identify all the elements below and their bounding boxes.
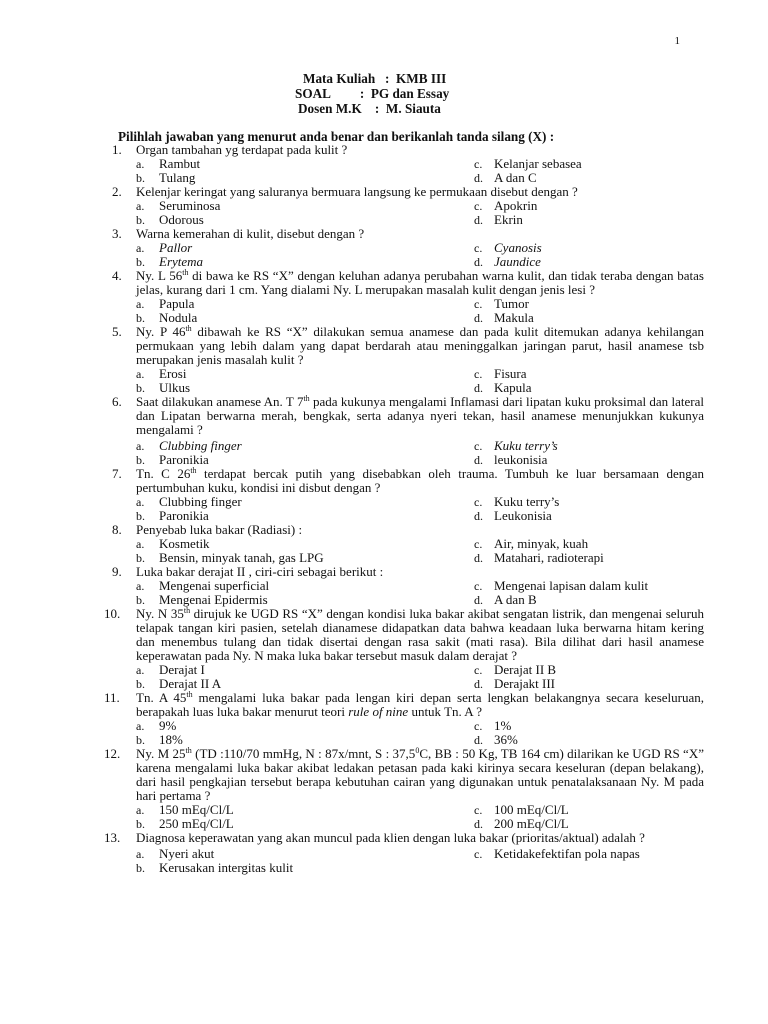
option-text: Derajat II B [494, 662, 557, 677]
option-text: Nyeri akut [159, 846, 215, 861]
course-line: Mata Kuliah : KMB III [303, 71, 447, 86]
option-b[interactable] [136, 453, 474, 467]
question-number: 6. [112, 394, 122, 409]
option-c[interactable] [474, 719, 704, 733]
option-text: Odorous [159, 212, 204, 227]
option-d[interactable] [474, 213, 704, 227]
option-letter: c. [474, 297, 483, 311]
option-letter: a. [136, 241, 145, 255]
question-1 [112, 143, 704, 185]
option-letter: c. [474, 367, 483, 381]
option-letter: d. [474, 817, 483, 831]
option-letter: a. [136, 157, 145, 171]
option-letter: b. [136, 733, 145, 747]
option-b[interactable] [136, 861, 474, 875]
question-number: 4. [112, 268, 122, 283]
question-number: 9. [112, 564, 122, 579]
question-text: Tn. C 26th terdapat bercak putih yang disebabkan oleh trauma. Tumbuh ke luar bersamaan dengan pertumbuhan kuku, kondisi ini disbut dengan ? [136, 466, 704, 495]
option-text: Pallor [159, 240, 193, 255]
option-c[interactable] [474, 439, 704, 453]
question-text: Penyebab luka bakar (Radiasi) : [136, 522, 303, 537]
option-text: Kapula [494, 380, 532, 395]
option-a[interactable] [136, 241, 474, 255]
option-b[interactable] [136, 733, 474, 747]
option-c[interactable] [474, 847, 704, 861]
options [136, 847, 704, 875]
option-letter: d. [474, 593, 483, 607]
option-text: Erytema [159, 254, 204, 269]
option-letter: d. [474, 551, 483, 565]
option-letter: b. [136, 593, 145, 607]
options [136, 579, 704, 607]
option-letter: a. [136, 495, 145, 509]
question-number: 1. [112, 142, 122, 157]
question-text: Luka bakar derajat II , ciri-ciri sebagai berikut : [136, 564, 384, 579]
option-letter: d. [474, 255, 483, 269]
question-number: 12. [104, 746, 121, 761]
question-text: Saat dilakukan anamese An. T 7th pada kukunya mengalami Inflamasi dari lipatan kuku proksimal dan lateral dan Lipatan berwarna merah, bengkak, serta adanya nyeri tekan, hasil anamese menunjukkan kukunya mengalami ? [136, 394, 704, 437]
options [136, 663, 704, 691]
option-b[interactable] [136, 677, 474, 691]
question-text: Ny. L 56th di bawa ke RS “X” dengan keluhan adanya perubahan warna kulit, dan tidak teraba dengan batas jelas, kurang dari 1 cm. Yang dialami Ny. L merupakan masalah kulit dengan jenis lesi ? [136, 268, 704, 297]
option-text: Nodula [159, 310, 198, 325]
option-letter: d. [474, 311, 483, 325]
option-letter: a. [136, 199, 145, 213]
question-list [0, 143, 768, 875]
option-c[interactable] [474, 803, 704, 817]
option-letter: d. [474, 171, 483, 185]
option-letter: b. [136, 861, 145, 875]
option-text: Derajat I [159, 662, 205, 677]
option-b[interactable] [136, 213, 474, 227]
option-text: Fisura [494, 366, 527, 381]
options [136, 157, 704, 185]
option-d[interactable] [474, 817, 704, 831]
question-3 [112, 227, 704, 269]
question-4 [112, 269, 704, 325]
option-letter: b. [136, 677, 145, 691]
option-d[interactable] [474, 733, 704, 747]
option-letter: b. [136, 551, 145, 565]
option-text: Bensin, minyak tanah, gas LPG [159, 550, 324, 565]
question-text: Ny. P 46th dibawah ke RS “X” dilakukan semua anamese dan pada kulit ditemukan adanya kehilangan permukaan yang lebih dalam yang dapat berdarah atau meninggalkan jaringan parut, hasil anamese tsb merupakan jenis masalah kulit ? [136, 324, 705, 367]
option-a[interactable] [136, 199, 474, 213]
question-12 [104, 746, 704, 831]
option-letter: b. [136, 453, 145, 467]
question-text: Diagnosa keperawatan yang akan muncul pada klien dengan luka bakar (prioritas/aktual) adalah ? [136, 830, 645, 845]
question-number: 2. [112, 184, 122, 199]
option-a[interactable] [136, 439, 474, 453]
option-letter: d. [474, 509, 483, 523]
option-d[interactable] [474, 171, 704, 185]
option-text: Tumor [494, 296, 529, 311]
option-a[interactable] [136, 367, 474, 381]
option-d[interactable] [474, 509, 704, 523]
option-text: Kosmetik [159, 536, 210, 551]
question-11 [104, 690, 704, 747]
option-text: Paronikia [159, 508, 209, 523]
question-7 [112, 467, 704, 523]
option-letter: c. [474, 241, 483, 255]
question-number: 3. [112, 226, 122, 241]
option-text: Papula [159, 296, 195, 311]
option-text: 150 mEq/Cl/L [159, 802, 234, 817]
lecturer-line: Dosen M.K : M. Siauta [298, 101, 441, 116]
option-b[interactable] [136, 311, 474, 325]
question-13 [104, 830, 704, 875]
option-a[interactable] [136, 537, 474, 551]
option-text: Mengenai Epidermis [159, 592, 268, 607]
question-text: Ny. M 25th (TD :110/70 mmHg, N : 87x/mnt, S : 37,5$^0$C, BB : 50 Kg, TB 164 cm) dilarikan ke UGD RS “X” karena mengalami luka bakar akibat ledakan petasan pada kaki kirinya secara keseluran (depan belakang), dari hasil pengkajian tersebut berapa kebutuhan cairan yang digunakan untuk penatalaksanaan Ny. M pada hari pertama ? [136, 746, 704, 803]
option-letter: d. [474, 453, 483, 467]
option-letter: c. [474, 719, 483, 733]
option-c[interactable] [474, 241, 704, 255]
option-b[interactable] [136, 817, 474, 831]
option-text: Cyanosis [494, 240, 542, 255]
question-text: Kelenjar keringat yang saluranya bermuara langsung ke permukaan disebut dengan ? [136, 184, 578, 199]
option-letter: a. [136, 579, 145, 593]
option-text: 200 mEq/Cl/L [494, 816, 569, 831]
option-letter: a. [136, 537, 145, 551]
option-text: 18% [159, 732, 183, 747]
option-c[interactable] [474, 157, 704, 171]
option-a[interactable] [136, 157, 474, 171]
options [136, 439, 704, 467]
option-text: Jaundice [494, 254, 541, 269]
options [136, 719, 704, 747]
options [136, 199, 704, 227]
option-letter: a. [136, 297, 145, 311]
option-letter: d. [474, 213, 483, 227]
option-d[interactable] [474, 381, 704, 395]
option-text: Apokrin [494, 198, 538, 213]
option-a[interactable] [136, 297, 474, 311]
option-text: 36% [494, 732, 518, 747]
option-letter: c. [474, 439, 483, 453]
option-text: A dan B [494, 592, 537, 607]
option-text: Kerusakan intergitas kulit [159, 860, 294, 875]
question-10 [104, 606, 705, 691]
option-letter: a. [136, 847, 145, 861]
option-text: Ekrin [494, 212, 523, 227]
option-b[interactable] [136, 255, 474, 269]
option-text: A dan C [494, 170, 537, 185]
options [136, 241, 704, 269]
option-text: 9% [159, 718, 177, 733]
option-letter: a. [136, 663, 145, 677]
option-text: 250 mEq/Cl/L [159, 816, 234, 831]
option-letter: c. [474, 495, 483, 509]
option-letter: b. [136, 509, 145, 523]
option-letter: c. [474, 579, 483, 593]
option-c[interactable] [474, 199, 704, 213]
options [136, 297, 704, 325]
option-text: Tulang [159, 170, 196, 185]
instruction-text: Pilihlah jawaban yang menurut anda benar dan berikanlah tanda silang (X) : [118, 129, 555, 144]
option-a[interactable] [136, 803, 474, 817]
option-text: leukonisia [494, 452, 548, 467]
option-a[interactable] [136, 847, 474, 861]
option-text: Mengenai lapisan dalam kulit [494, 578, 649, 593]
option-letter: d. [474, 677, 483, 691]
option-letter: b. [136, 213, 145, 227]
question-text: Ny. N 35th dirujuk ke UGD RS “X” dengan kondisi luka bakar akibat sengatan listrik, dan mengenai seluruh telapak tangan kiri pasien, setelah dianamese didapatkan data bahwa keadaan luka berwarna hitam kering dan menembus tulang dan tidak disertai dengan rasa sakit (mati rasa). Bila dilihat dari hasil anamese keperawatan pada Ny. N maka luka bakar tersebut masuk dalam derajat ? [136, 606, 705, 663]
option-letter: b. [136, 255, 145, 269]
question-number: 5. [112, 324, 122, 339]
option-b[interactable] [136, 171, 474, 185]
option-text: 100 mEq/Cl/L [494, 802, 569, 817]
option-letter: a. [136, 803, 145, 817]
option-letter: b. [136, 817, 145, 831]
option-text: Derajat II A [159, 676, 222, 691]
option-letter: d. [474, 381, 483, 395]
option-text: Air, minyak, kuah [494, 536, 589, 551]
option-d[interactable] [474, 453, 704, 467]
option-d[interactable] [474, 677, 704, 691]
options [136, 537, 704, 565]
option-letter: a. [136, 719, 145, 733]
option-d[interactable] [474, 311, 704, 325]
option-letter: c. [474, 803, 483, 817]
option-b[interactable] [136, 593, 474, 607]
option-c[interactable] [474, 297, 704, 311]
option-letter: b. [136, 381, 145, 395]
option-letter: a. [136, 367, 145, 381]
option-text: Paronikia [159, 452, 209, 467]
option-text: Mengenai superficial [159, 578, 270, 593]
option-c[interactable] [474, 537, 704, 551]
option-text: Kuku terry’s [494, 438, 558, 453]
option-text: Kelanjar sebasea [494, 156, 582, 171]
options [136, 495, 704, 523]
options [136, 803, 704, 831]
question-number: 8. [112, 522, 122, 537]
option-b[interactable] [136, 551, 474, 565]
option-letter: b. [136, 311, 145, 325]
question-number: 10. [104, 606, 121, 621]
question-number: 13. [104, 830, 121, 845]
option-c[interactable] [474, 367, 704, 381]
option-letter: a. [136, 439, 145, 453]
option-text: Clubbing finger [159, 438, 242, 453]
option-a[interactable] [136, 663, 474, 677]
question-9 [112, 565, 704, 607]
option-text: Ulkus [159, 380, 191, 395]
option-c[interactable] [474, 495, 704, 509]
option-a[interactable] [136, 579, 474, 593]
option-letter: c. [474, 157, 483, 171]
option-text: Seruminosa [159, 198, 221, 213]
option-b[interactable] [136, 381, 474, 395]
option-c[interactable] [474, 663, 704, 677]
option-text: Clubbing finger [159, 494, 242, 509]
option-text: Erosi [159, 366, 187, 381]
option-text: Leukonisia [494, 508, 552, 523]
option-letter: c. [474, 847, 483, 861]
option-letter: c. [474, 199, 483, 213]
option-letter: b. [136, 171, 145, 185]
option-letter: c. [474, 663, 483, 677]
question-6 [112, 395, 704, 467]
option-d[interactable] [474, 593, 704, 607]
option-a[interactable] [136, 719, 474, 733]
question-8 [112, 523, 704, 565]
question-2 [112, 185, 704, 227]
option-text: Makula [494, 310, 534, 325]
option-a[interactable] [136, 495, 474, 509]
option-text: Derajakt III [494, 676, 555, 691]
option-text: Kuku terry’s [494, 494, 560, 509]
options [136, 367, 704, 395]
option-letter: c. [474, 537, 483, 551]
question-number: 7. [112, 466, 122, 481]
question-text: Organ tambahan yg terdapat pada kulit ? [136, 142, 348, 157]
question-text: Warna kemerahan di kulit, disebut dengan ? [136, 226, 365, 241]
question-number: 11. [104, 690, 120, 705]
option-text: Rambut [159, 156, 201, 171]
option-text: 1% [494, 718, 512, 733]
option-c[interactable] [474, 579, 704, 593]
question-text: Tn. A 45th mengalami luka bakar pada lengan kiri depan serta lengkan belakangnya secara keseluruan, berapakah luas luka bakar menurut teori rule of nine untuk Tn. A ? [136, 690, 704, 719]
option-d[interactable] [474, 551, 704, 565]
option-letter: d. [474, 733, 483, 747]
option-text: Ketidakefektifan pola napas [494, 846, 640, 861]
option-text: Matahari, radioterapi [494, 550, 604, 565]
exam-type-line: SOAL : PG dan Essay [295, 86, 450, 101]
page-number: 1 [674, 35, 680, 47]
option-d[interactable] [474, 255, 704, 269]
question-5 [112, 325, 704, 395]
option-b[interactable] [136, 509, 474, 523]
